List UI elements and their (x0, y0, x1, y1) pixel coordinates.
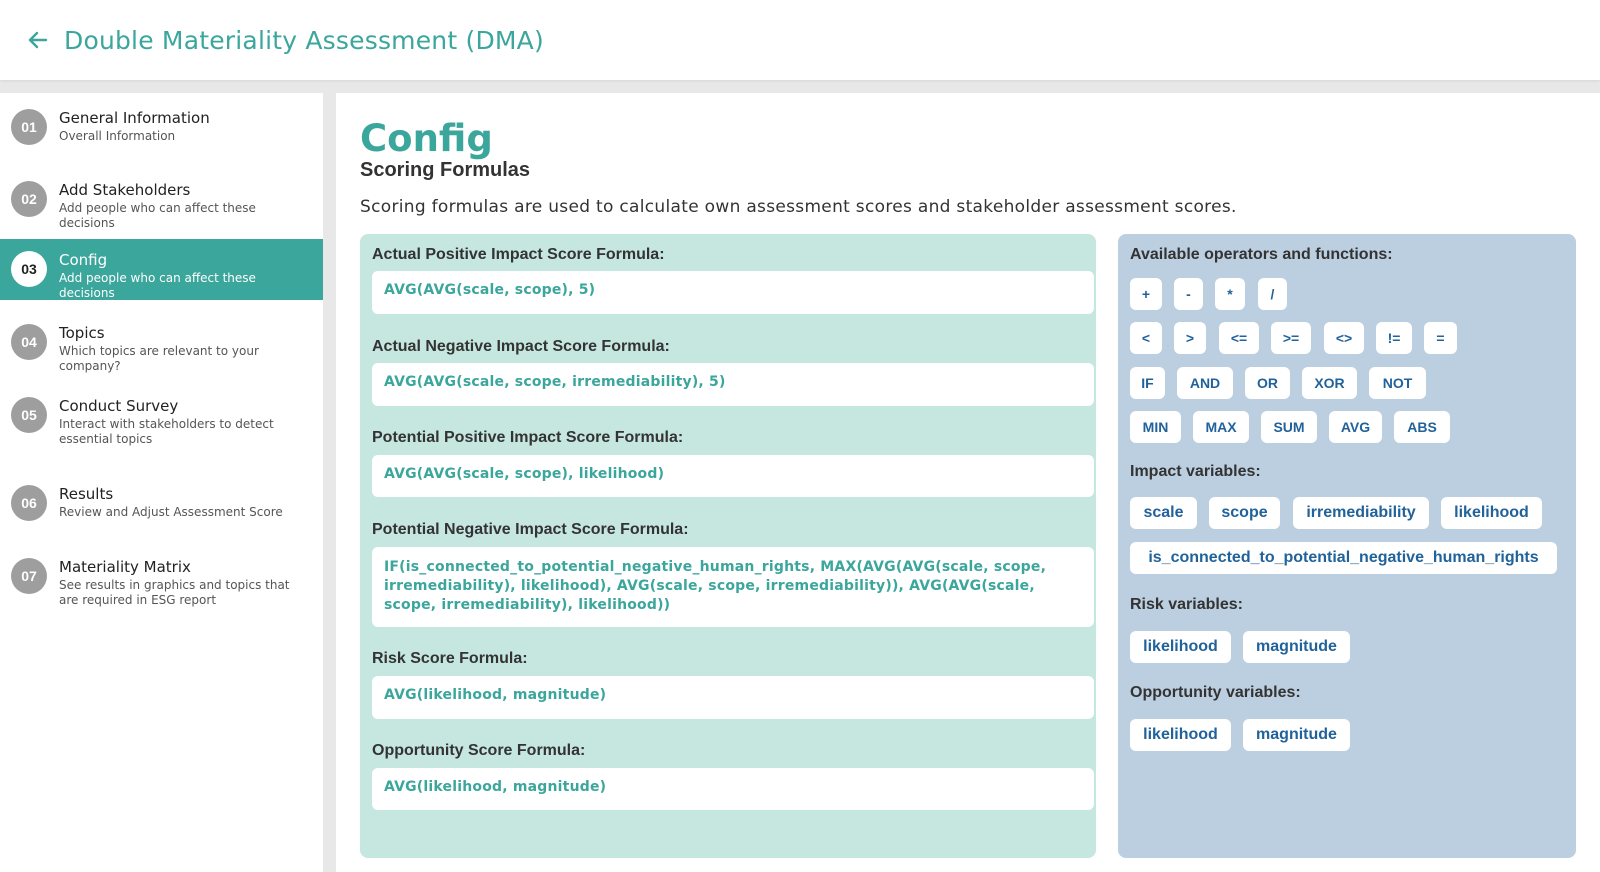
opportunity-var-likelihood-chip[interactable]: likelihood (1130, 719, 1231, 751)
formula-potential-negative-input[interactable]: IF(is_connected_to_potential_negative_human_rights, MAX(AVG(AVG(scale, scope, irremediability), likelihood), AVG(scale, scope, irremediability)), AVG(AVG(scale, scope, irremediability), likelihood)) (372, 547, 1094, 627)
operator-divide-chip[interactable]: / (1258, 278, 1287, 310)
step-number: 07 (11, 558, 47, 594)
step-title: Config (59, 251, 108, 269)
risk-variables-label: Risk variables: (1130, 596, 1243, 613)
step-config[interactable] (0, 239, 323, 300)
operators-panel (1118, 234, 1576, 858)
risk-var-magnitude-chip[interactable]: magnitude (1243, 631, 1350, 663)
app-header (0, 0, 1600, 80)
step-title: General Information (59, 109, 210, 127)
operator-minus-chip[interactable]: - (1174, 278, 1203, 310)
formula-label: Actual Negative Impact Score Formula: (372, 338, 670, 355)
function-max-chip[interactable]: MAX (1193, 411, 1249, 443)
section-subtitle: Scoring Formulas (360, 159, 531, 181)
operator-gte-chip[interactable]: >= (1271, 322, 1311, 354)
impact-var-likelihood-chip[interactable]: likelihood (1441, 497, 1542, 529)
impact-var-scope-chip[interactable]: scope (1209, 497, 1280, 529)
operator-lte-chip[interactable]: <= (1219, 322, 1259, 354)
function-avg-chip[interactable]: AVG (1329, 411, 1382, 443)
step-results[interactable] (0, 473, 323, 534)
arrow-left-icon[interactable] (26, 28, 50, 52)
formula-label: Potential Positive Impact Score Formula: (372, 429, 684, 446)
impact-var-scale-chip[interactable]: scale (1130, 497, 1197, 529)
function-min-chip[interactable]: MIN (1130, 411, 1181, 443)
formula-label: Opportunity Score Formula: (372, 742, 586, 759)
formula-label: Risk Score Formula: (372, 650, 528, 667)
operator-ne-chip[interactable]: != (1376, 322, 1412, 354)
function-if-chip[interactable]: IF (1130, 367, 1165, 399)
operator-multiply-chip[interactable]: * (1215, 278, 1245, 310)
function-not-chip[interactable]: NOT (1369, 367, 1426, 399)
step-number: 01 (11, 109, 47, 145)
step-subtitle: See results in graphics and topics that are required in ESG report (59, 578, 290, 607)
step-add-stakeholders[interactable] (0, 169, 323, 230)
step-number: 04 (11, 324, 47, 360)
function-abs-chip[interactable]: ABS (1394, 411, 1450, 443)
step-topics[interactable] (0, 312, 323, 373)
step-number: 02 (11, 181, 47, 217)
operator-lt-chip[interactable]: < (1130, 322, 1162, 354)
formulas-panel (360, 234, 1096, 858)
step-title: Materiality Matrix (59, 558, 191, 576)
opportunity-variables-label: Opportunity variables: (1130, 684, 1301, 701)
formula-label: Actual Positive Impact Score Formula: (372, 246, 665, 263)
formula-potential-positive-input[interactable]: AVG(AVG(scale, scope), likelihood) (372, 455, 1094, 497)
impact-variables-label: Impact variables: (1130, 463, 1261, 480)
step-subtitle: Add people who can affect these decisions (59, 271, 256, 300)
operator-eq-chip[interactable]: = (1424, 322, 1457, 354)
page-title: Double Materiality Assessment (DMA) (64, 25, 544, 55)
step-subtitle: Review and Adjust Assessment Score (59, 505, 283, 519)
formula-actual-positive-input[interactable]: AVG(AVG(scale, scope), 5) (372, 271, 1094, 314)
operator-gt-chip[interactable]: > (1174, 322, 1206, 354)
steps-sidebar (0, 93, 323, 872)
step-conduct-survey[interactable] (0, 385, 323, 459)
step-number: 03 (11, 251, 47, 287)
risk-var-likelihood-chip[interactable]: likelihood (1130, 631, 1231, 663)
step-subtitle: Interact with stakeholders to detect essential topics (59, 417, 274, 446)
impact-var-irremediability-chip[interactable]: irremediability (1293, 497, 1429, 529)
step-subtitle: Overall Information (59, 129, 176, 143)
main-content (336, 93, 1600, 872)
function-xor-chip[interactable]: XOR (1302, 367, 1357, 399)
operator-plus-chip[interactable]: + (1130, 278, 1162, 310)
formula-risk-input[interactable]: AVG(likelihood, magnitude) (372, 676, 1094, 719)
step-number: 05 (11, 397, 47, 433)
function-sum-chip[interactable]: SUM (1261, 411, 1317, 443)
formula-opportunity-input[interactable]: AVG(likelihood, magnitude) (372, 768, 1094, 810)
section-description: Scoring formulas are used to calculate own assessment scores and stakeholder assessment scores. (360, 197, 1237, 217)
formula-actual-negative-input[interactable]: AVG(AVG(scale, scope, irremediability), 5) (372, 363, 1094, 406)
operators-label: Available operators and functions: (1130, 246, 1393, 263)
step-title: Add Stakeholders (59, 181, 191, 199)
step-materiality-matrix[interactable] (0, 546, 323, 620)
impact-var-human-rights-chip[interactable]: is_connected_to_potential_negative_human_rights (1130, 542, 1557, 574)
step-general-information[interactable] (0, 97, 323, 158)
step-title: Results (59, 485, 114, 503)
operator-ne-angle-chip[interactable]: <> (1324, 322, 1364, 354)
function-or-chip[interactable]: OR (1245, 367, 1290, 399)
step-subtitle: Which topics are relevant to your company? (59, 344, 259, 373)
step-number: 06 (11, 485, 47, 521)
step-subtitle: Add people who can affect these decisions (59, 201, 256, 230)
section-title: Config (360, 117, 493, 160)
opportunity-var-magnitude-chip[interactable]: magnitude (1243, 719, 1350, 751)
function-and-chip[interactable]: AND (1177, 367, 1233, 399)
step-title: Topics (59, 324, 105, 342)
step-title: Conduct Survey (59, 397, 179, 415)
formula-label: Potential Negative Impact Score Formula: (372, 521, 689, 538)
